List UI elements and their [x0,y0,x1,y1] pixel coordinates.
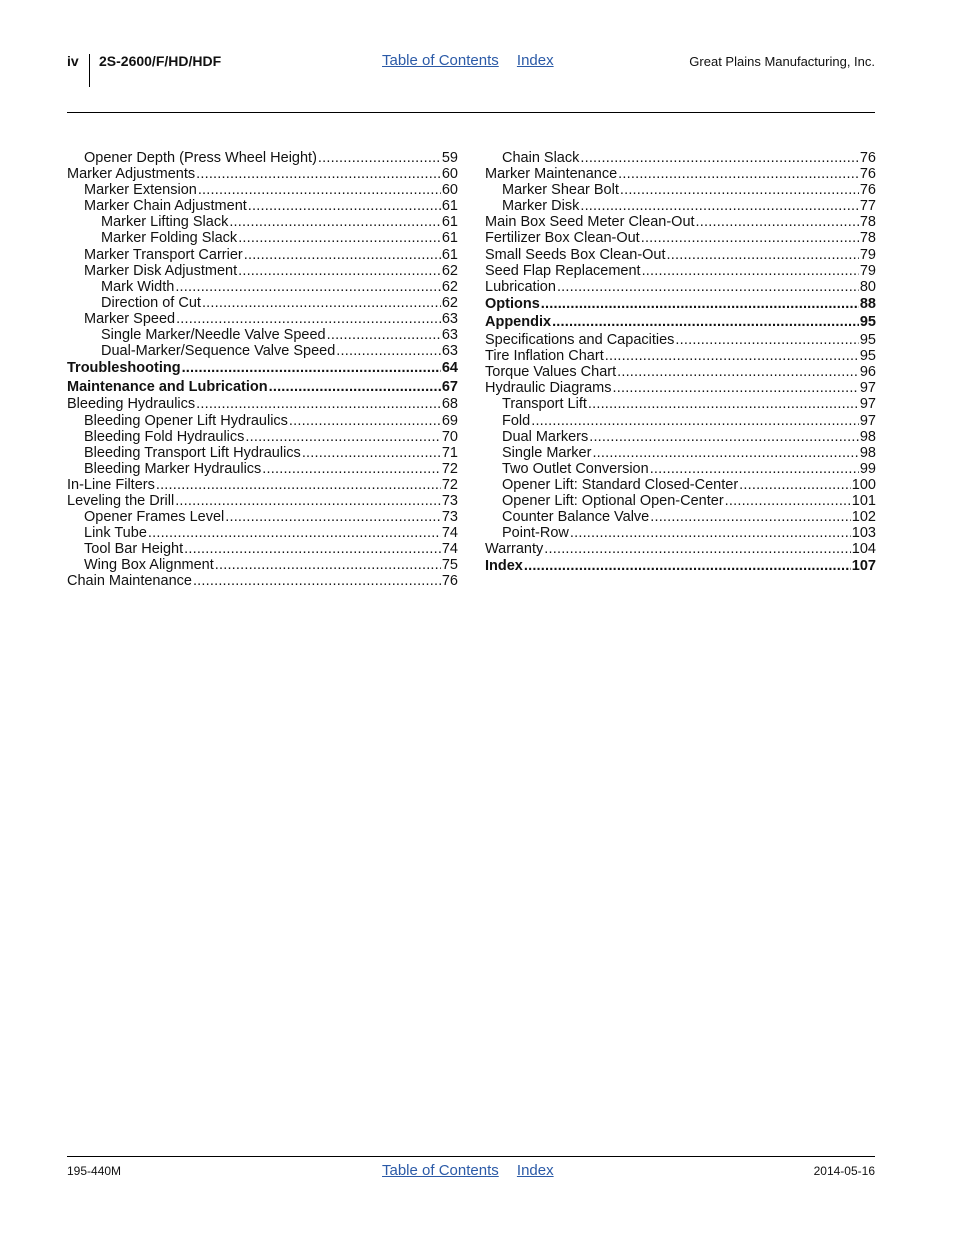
toc-entry-title: Torque Values Chart [485,364,617,381]
toc-entry-page: 77 [859,198,876,215]
toc-entry-page: 60 [441,182,458,199]
toc-entry-page: 98 [859,428,876,445]
toc-entry-page: 67 [441,378,458,395]
toc-entry-title: Specifications and Capacities [485,332,675,349]
toc-entry[interactable] [485,279,876,295]
toc-entry-page: 63 [441,327,458,344]
toc-entry-title: Main Box Seed Meter Clean-Out [485,214,695,231]
toc-entry-title: Marker Speed [84,310,176,327]
toc-right-column [485,150,876,576]
toc-entry-page: 97 [859,396,876,413]
toc-entry[interactable] [485,493,876,509]
toc-dot-leader [620,182,859,198]
toc-entry[interactable] [67,311,458,327]
header-index-link[interactable]: Index [516,52,554,69]
toc-dot-leader [198,182,441,198]
toc-entry-page: 76 [859,166,876,183]
toc-entry-page: 64 [441,360,458,377]
toc-entry-title: Mark Width [101,278,175,295]
toc-dot-leader [675,332,858,348]
toc-dot-leader [196,166,441,182]
toc-entry-page: 63 [441,343,458,360]
toc-dot-leader [589,429,859,445]
toc-entry[interactable] [67,182,458,198]
toc-entry-title: Maintenance and Lubrication [67,378,268,395]
toc-entry-title: Bleeding Opener Lift Hydraulics [84,412,288,429]
header-divider [89,54,90,87]
toc-entry-title: Two Outlet Conversion [502,460,649,477]
toc-entry-page: 78 [859,230,876,247]
toc-entry[interactable] [485,541,876,557]
toc-dot-leader [238,230,441,246]
toc-entry[interactable] [67,230,458,246]
toc-dot-leader [650,509,851,525]
footer-links [382,1162,568,1179]
toc-entry-page: 80 [859,278,876,295]
toc-entry-title: Link Tube [84,525,147,542]
toc-entry-page: 72 [441,460,458,477]
toc-dot-leader [225,509,441,525]
toc-entry-page: 75 [441,557,458,574]
toc-entry[interactable] [67,166,458,182]
toc-entry-title: Transport Lift [502,396,587,413]
toc-dot-leader [238,263,441,279]
toc-entry-page: 62 [441,278,458,295]
toc-entry-page: 70 [441,428,458,445]
toc-entry-title: Dual Markers [502,428,589,445]
toc-entry-title: Wing Box Alignment [84,557,214,574]
company-name: Great Plains Manufacturing, Inc. [689,54,875,69]
toc-entry-page: 97 [859,412,876,429]
toc-entry-title: Single Marker [502,444,592,461]
toc-entry-page: 98 [859,444,876,461]
toc-entry-title: Direction of Cut [101,294,201,311]
document-date: 2014-05-16 [813,1164,875,1178]
toc-entry[interactable] [67,477,458,493]
toc-entry[interactable] [67,247,458,263]
toc-entry[interactable] [67,445,458,461]
toc-entry[interactable] [67,461,458,477]
toc-dot-leader [552,313,859,332]
toc-entry[interactable] [67,150,458,166]
header-links [382,52,568,69]
toc-entry[interactable] [67,493,458,509]
toc-dot-leader [175,279,441,295]
toc-dot-leader [592,445,858,461]
toc-entry-page: 95 [859,348,876,365]
toc-entry-title: Marker Folding Slack [101,230,238,247]
toc-entry-title: Chain Maintenance [67,573,192,590]
toc-entry[interactable] [485,461,876,477]
toc-entry-title: In-Line Filters [67,476,155,493]
toc-entry-page: 59 [441,150,458,166]
toc-dot-leader [613,380,859,396]
toc-entry-page: 95 [859,314,876,331]
toc-entry[interactable] [67,295,458,311]
toc-dot-leader [531,413,859,429]
page-number: iv [67,53,79,69]
toc-entry-title: Bleeding Hydraulics [67,396,196,413]
toc-entry-title: Fertilizer Box Clean-Out [485,230,640,247]
toc-dot-leader [176,311,441,327]
toc-entry[interactable] [485,182,876,198]
toc-entry[interactable] [485,166,876,182]
toc-entry-title: Marker Extension [84,182,197,199]
toc-entry-page: 76 [859,182,876,199]
toc-dot-leader [196,396,441,412]
toc-entry[interactable] [67,378,458,397]
toc-dot-leader [570,525,851,541]
toc-dot-leader [318,150,441,166]
toc-entry-page: 63 [441,310,458,327]
toc-entry-title: Marker Transport Carrier [84,246,243,263]
toc-entry[interactable] [67,214,458,230]
toc-entry-title: Opener Lift: Standard Closed-Center [502,476,739,493]
toc-dot-leader [642,263,859,279]
toc-entry-page: 79 [859,246,876,263]
toc-entry[interactable] [485,429,876,445]
toc-entry-page: 73 [441,509,458,526]
toc-entry[interactable] [485,413,876,429]
toc-entry[interactable] [67,557,458,573]
toc-entry-title: Hydraulic Diagrams [485,380,612,397]
toc-entry-title: Leveling the Drill [67,492,175,509]
toc-entry-page: 62 [441,262,458,279]
toc-entry-title: Small Seeds Box Clean-Out [485,246,666,263]
toc-entry-title: Counter Balance Valve [502,509,650,526]
toc-entry-page: 74 [441,541,458,558]
toc-entry-title: Opener Depth (Press Wheel Height) [84,150,317,166]
toc-entry[interactable] [485,214,876,230]
toc-entry[interactable] [485,509,876,525]
toc-dot-leader [524,557,851,576]
toc-entry-title: Lubrication [485,278,556,295]
toc-entry[interactable] [67,509,458,525]
toc-dot-leader [182,359,441,378]
toc-entry-title: Index [485,558,523,575]
toc-entry-title: Point-Row [502,525,569,542]
toc-entry-title: Chain Slack [502,150,580,166]
toc-entry-title: Fold [502,412,531,429]
toc-entry[interactable] [485,348,876,364]
toc-entry-page: 60 [441,166,458,183]
toc-entry[interactable] [67,359,458,378]
toc-entry-page: 97 [859,380,876,397]
toc-dot-leader [156,477,441,493]
toc-entry-title: Bleeding Marker Hydraulics [84,460,262,477]
toc-entry-title: Tire Inflation Chart [485,348,604,365]
toc-entry[interactable] [67,263,458,279]
toc-entry[interactable] [485,525,876,541]
toc-dot-leader [302,445,441,461]
toc-entry-page: 100 [851,476,876,493]
toc-entry-title: Seed Flap Replacement [485,262,641,279]
toc-entry-page: 73 [441,492,458,509]
toc-entry-page: 96 [859,364,876,381]
toc-entry[interactable] [67,279,458,295]
toc-entry-title: Marker Adjustments [67,166,196,183]
toc-dot-leader [739,477,851,493]
toc-entry-page: 107 [851,558,876,575]
toc-entry-page: 95 [859,332,876,349]
toc-entry[interactable] [67,343,458,359]
toc-entry[interactable] [485,332,876,348]
toc-dot-leader [541,295,859,314]
toc-dot-leader [618,166,859,182]
toc-entry[interactable] [67,327,458,343]
document-number: 195-440M [67,1164,122,1178]
toc-dot-leader [580,198,859,214]
toc-entry-page: 78 [859,214,876,231]
toc-entry-page: 61 [441,214,458,231]
toc-dot-leader [725,493,851,509]
toc-entry-title: Marker Chain Adjustment [84,198,247,215]
toc-entry-page: 68 [441,396,458,413]
toc-entry[interactable] [67,198,458,214]
toc-dot-leader [650,461,859,477]
toc-entry[interactable] [485,313,876,332]
toc-dot-leader [588,396,859,412]
toc-dot-leader [580,150,858,166]
toc-entry[interactable] [67,541,458,557]
footer-toc-link[interactable]: Table of Contents [382,1162,499,1179]
toc-entry-page: 101 [851,492,876,509]
toc-entry[interactable] [485,445,876,461]
model-title: 2S-2600/F/HD/HDF [99,53,222,69]
toc-entry-page: 104 [851,541,876,558]
toc-entry-page: 76 [441,573,458,590]
toc-entry[interactable] [485,150,876,166]
toc-dot-leader [202,295,441,311]
toc-entry-page: 72 [441,476,458,493]
toc-entry[interactable] [485,230,876,246]
toc-entry-title: Appendix [485,314,552,331]
toc-entry[interactable] [485,263,876,279]
toc-dot-leader [336,343,441,359]
toc-dot-leader [175,493,441,509]
toc-left-column [67,150,458,590]
toc-entry-title: Troubleshooting [67,360,181,377]
toc-entry-title: Opener Lift: Optional Open-Center [502,492,724,509]
toc-entry[interactable] [485,380,876,396]
toc-entry-title: Marker Disk [502,198,580,215]
toc-entry-title: Single Marker/Needle Valve Speed [101,327,326,344]
toc-dot-leader [617,364,859,380]
toc-entry-title: Marker Lifting Slack [101,214,229,231]
toc-entry-title: Marker Disk Adjustment [84,262,238,279]
toc-entry-title: Marker Shear Bolt [502,182,619,199]
toc-dot-leader [262,461,441,477]
toc-dot-leader [269,378,441,397]
toc-dot-leader [193,573,441,589]
toc-entry[interactable] [485,477,876,493]
toc-dot-leader [667,247,859,263]
header-toc-link[interactable]: Table of Contents [382,52,499,69]
toc-dot-leader [696,214,859,230]
toc-entry[interactable] [67,525,458,541]
toc-entry-page: 88 [859,295,876,312]
toc-entry-title: Warranty [485,541,544,558]
toc-entry-page: 76 [859,150,876,166]
toc-entry-title: Tool Bar Height [84,541,184,558]
toc-dot-leader [229,214,441,230]
toc-entry-page: 61 [441,246,458,263]
toc-entry[interactable] [67,429,458,445]
toc-dot-leader [215,557,441,573]
toc-entry-title: Bleeding Transport Lift Hydraulics [84,444,301,461]
toc-entry-title: Dual-Marker/Sequence Valve Speed [101,343,336,360]
toc-entry[interactable] [67,396,458,412]
toc-entry[interactable] [67,413,458,429]
toc-entry-page: 103 [851,525,876,542]
toc-dot-leader [289,413,441,429]
toc-entry-page: 62 [441,294,458,311]
toc-dot-leader [245,429,440,445]
toc-entry[interactable] [485,364,876,380]
toc-entry[interactable] [67,573,458,589]
toc-dot-leader [148,525,441,541]
toc-dot-leader [244,247,441,263]
toc-entry-title: Bleeding Fold Hydraulics [84,428,245,445]
toc-entry[interactable] [485,396,876,412]
footer-rule [67,1156,875,1157]
toc-entry[interactable] [485,295,876,314]
toc-dot-leader [544,541,851,557]
toc-entry[interactable] [485,247,876,263]
toc-entry-title: Opener Frames Level [84,509,225,526]
toc-entry-page: 79 [859,262,876,279]
toc-entry-page: 102 [851,509,876,526]
toc-entry[interactable] [485,557,876,576]
toc-entry-page: 61 [441,198,458,215]
toc-dot-leader [248,198,441,214]
footer-index-link[interactable]: Index [516,1162,554,1179]
toc-dot-leader [327,327,441,343]
toc-dot-leader [605,348,859,364]
toc-entry-title: Marker Maintenance [485,166,618,183]
toc-dot-leader [557,279,859,295]
header-rule [67,112,875,113]
toc-entry-page: 61 [441,230,458,247]
toc-entry-page: 74 [441,525,458,542]
toc-dot-leader [184,541,441,557]
toc-dot-leader [641,230,859,246]
toc-entry-title: Options [485,295,540,312]
toc-entry-page: 71 [441,444,458,461]
toc-entry[interactable] [485,198,876,214]
toc-entry-page: 99 [859,460,876,477]
toc-entry-page: 69 [441,412,458,429]
